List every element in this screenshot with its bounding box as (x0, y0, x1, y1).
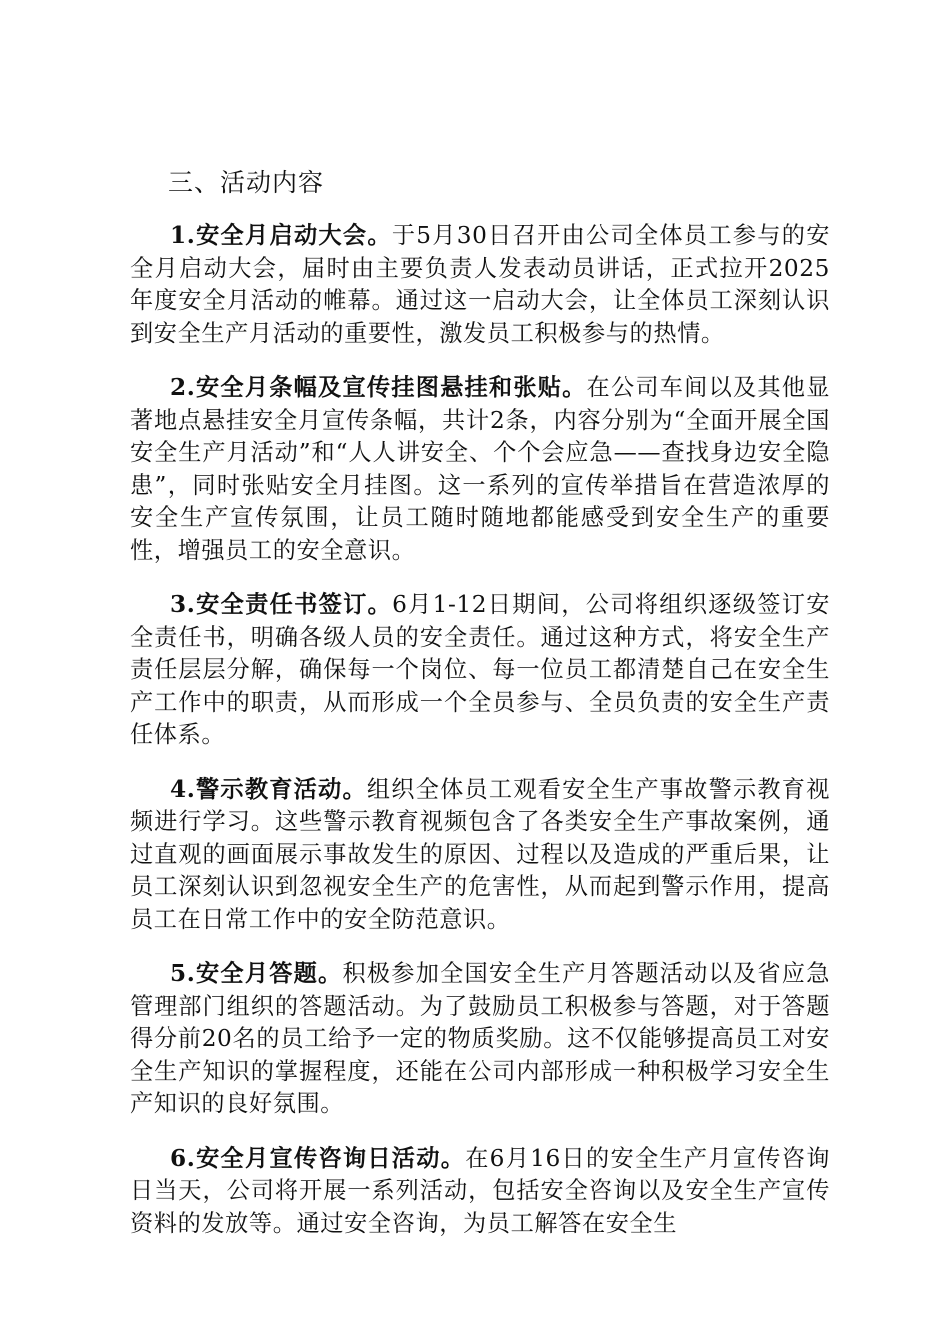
item-2-body: 在公司车间以及其他显著地点悬挂安全月宣传条幅，共计2条，内容分别为“全面开展全国安全生产月活动”和“人人讲安全、个个会应急——查找身边安全隐患”，同时张贴安全月挂图。这一系列的宣传举措旨在营造浓厚的安全生产宣传氛围，让员工随时随地都能感受到安全生产的重要性，增强员工的安全意识。 (130, 374, 830, 564)
item-5-title: 5.安全月答题。 (170, 960, 343, 987)
item-5-body: 积极参加全国安全生产月答题活动以及省应急管理部门组织的答题活动。为了鼓励员工积极参与答题，对于答题得分前20名的员工给予一定的物质奖励。这不仅能够提高员工对安全生产知识的掌握程度，还能在公司内部形成一种积极学习安全生产知识的良好氛围。 (130, 960, 830, 1117)
document-page (130, 166, 830, 1262)
item-6-paragraph (130, 1143, 830, 1241)
item-2-paragraph (130, 372, 830, 567)
item-1-body: 于5月30日召开由公司全体员工参与的安全月启动大会，届时由主要负责人发表动员讲话，正式拉开2025年度安全月活动的帷幕。通过这一启动大会，让全体员工深刻认识到安全生产月活动的重要性，激发员工积极参与的热情。 (130, 222, 830, 347)
item-5-paragraph (130, 958, 830, 1121)
item-4-body: 组织全体员工观看安全生产事故警示教育视频进行学习。这些警示教育视频包含了各类安全生产事故案例，通过直观的画面展示事故发生的原因、过程以及造成的严重后果，让员工深刻认识到忽视安全生产的危害性，从而起到警示作用，提高员工在日常工作中的安全防范意识。 (130, 775, 830, 933)
section-heading: 三、活动内容 (168, 168, 325, 197)
item-3-body: 6月1-12日期间，公司将组织逐级签订安全责任书，明确各级人员的安全责任。通过这种方式，将安全生产责任层层分解，确保每一个岗位、每一位员工都清楚自己在安全生产工作中的职责，从而形成一个全员参与、全员负责的安全生产责任体系。 (130, 591, 830, 748)
item-1-title: 1.安全月启动大会。 (170, 222, 392, 249)
item-2-title: 2.安全月条幅及宣传挂图悬挂和张贴。 (170, 374, 587, 401)
item-3-paragraph (130, 589, 830, 752)
item-1-paragraph (130, 220, 830, 350)
item-4-title: 4.警示教育活动。 (170, 775, 367, 803)
item-6-body: 在6月16日的安全生产月宣传咨询日当天，公司将开展一系列活动，包括安全咨询以及安全生产宣传资料的发放等。通过安全咨询，为员工解答在安全生 (130, 1144, 830, 1237)
item-3-title: 3.安全责任书签订。 (170, 591, 393, 618)
item-6-title: 6.安全月宣传咨询日活动。 (170, 1144, 466, 1172)
item-4-paragraph (130, 774, 830, 937)
